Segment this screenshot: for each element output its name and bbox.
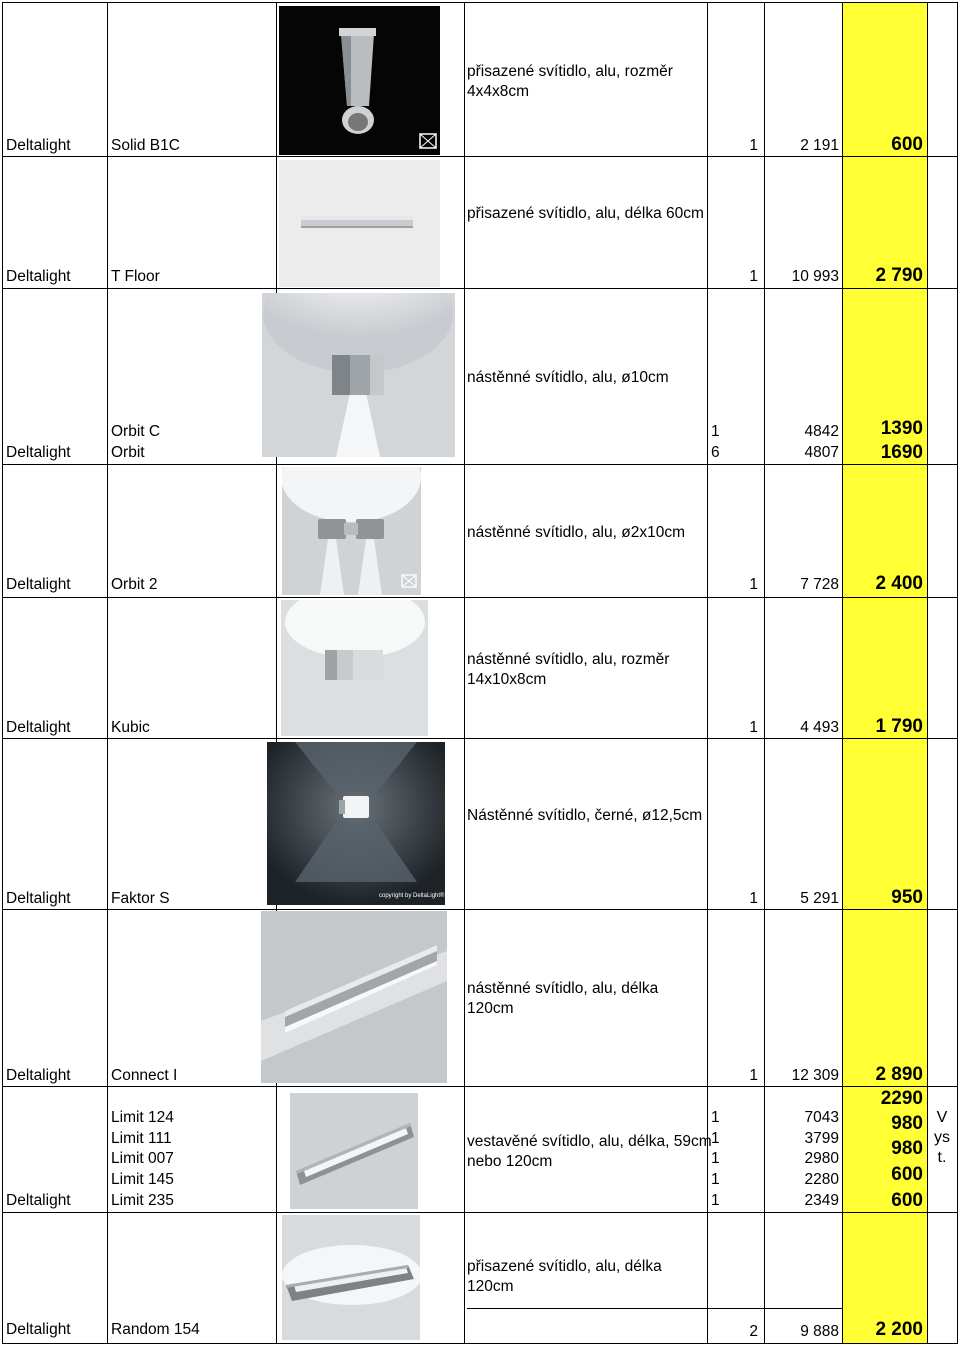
grid-line: [2, 464, 957, 465]
grid-line: [957, 2, 958, 1344]
grid-line: [2, 1343, 957, 1344]
linear-bar-lamp-icon: [279, 160, 440, 287]
qty-cell: 1: [749, 890, 758, 907]
model-cell: Orbit C: [111, 423, 161, 440]
price-cell: 980: [891, 1138, 923, 1159]
grid-line: [2, 1212, 957, 1213]
qty-cell: 1: [749, 719, 758, 736]
image-caption: copyright by DeltaLight®: [379, 893, 445, 899]
model-cell: Limit 124: [111, 1109, 174, 1126]
list-price-cell: 2349: [804, 1192, 839, 1209]
price-cell: 2 890: [875, 1064, 923, 1085]
brand-cell: Deltalight: [6, 1192, 71, 1209]
product-description: nástěnné svítidlo, alu, rozměr 14x10x8cm: [467, 651, 670, 688]
grid-line: [467, 156, 842, 157]
price-cell: 1390: [880, 418, 923, 439]
price-cell: 2 400: [875, 573, 923, 594]
product-description: vestavěné svítidlo, alu, délka, 59cm nebo 120cm: [467, 1133, 712, 1170]
brand-cell: Deltalight: [6, 137, 71, 154]
price-cell: 2290: [880, 1088, 923, 1109]
qty-cell: 1: [749, 1067, 758, 1084]
model-cell: Solid B1C: [111, 137, 180, 154]
dark-wall-lamp-icon: [267, 742, 445, 905]
round-wall-lamp-icon: [262, 293, 455, 457]
list-price-cell: 4 493: [800, 719, 839, 736]
double-wall-lamp-icon: [282, 467, 421, 595]
qty-cell: 1: [711, 1130, 720, 1147]
grid-line: [107, 2, 108, 1344]
product-description: nástěnné svítidlo, alu, ø2x10cm: [467, 524, 685, 541]
brand-cell: Deltalight: [6, 268, 71, 285]
product-description: přisazené svítidlo, alu, rozměr 4x4x8cm: [467, 63, 673, 100]
product-description: nástěnné svítidlo, alu, délka 120cm: [467, 980, 659, 1017]
product-description: Nástěnné svítidlo, černé, ø12,5cm: [467, 807, 703, 824]
grid-line: [2, 2, 3, 1344]
product-description: přisazené svítidlo, alu, délka 60cm: [467, 205, 704, 222]
cylinder-spot-lamp-icon: [279, 6, 440, 155]
list-price-cell: 2980: [804, 1150, 839, 1167]
model-cell: Limit 145: [111, 1171, 174, 1188]
price-cell: 980: [891, 1113, 923, 1134]
product-description: přisazené svítidlo, alu, délka 120cm: [467, 1258, 662, 1295]
grid-line: [2, 597, 957, 598]
brand-cell: Deltalight: [6, 890, 71, 907]
model-cell: Limit 111: [111, 1130, 172, 1147]
qty-cell: 2: [749, 1323, 758, 1340]
brand-cell: Deltalight: [6, 444, 71, 461]
grid-line: [464, 2, 465, 1344]
qty-cell: 1: [711, 423, 720, 440]
list-price-cell: 10 993: [791, 268, 839, 285]
grid-line: [2, 2, 957, 3]
qty-cell: 1: [749, 137, 758, 154]
list-price-cell: 12 309: [791, 1067, 839, 1084]
model-cell: Kubic: [111, 719, 150, 736]
brand-cell: Deltalight: [6, 576, 71, 593]
long-wall-lamp-icon: [261, 911, 447, 1083]
qty-cell: 1: [749, 268, 758, 285]
recessed-lamp-icon: [290, 1093, 418, 1209]
grid-line: [927, 2, 928, 1344]
grid-line: [276, 2, 277, 1344]
model-cell: Connect I: [111, 1067, 178, 1084]
list-price-cell: 3799: [804, 1130, 839, 1147]
price-cell: 2 200: [875, 1319, 923, 1340]
grid-line: [764, 2, 765, 1344]
model-cell: Random 154: [111, 1321, 200, 1338]
qty-cell: 1: [749, 576, 758, 593]
list-price-cell: 2 191: [800, 137, 839, 154]
list-price-cell: 7043: [804, 1109, 839, 1126]
model-cell: Limit 007: [111, 1150, 174, 1167]
grid-line: [2, 288, 957, 289]
qty-cell: 6: [711, 444, 720, 461]
list-price-cell: 9 888: [800, 1323, 839, 1340]
price-cell: 1 790: [875, 716, 923, 737]
grid-line: [2, 909, 957, 910]
list-price-cell: 7 728: [800, 576, 839, 593]
price-cell: 1690: [880, 442, 923, 463]
brand-cell: Deltalight: [6, 1321, 71, 1338]
surface-bar-lamp-icon: [282, 1215, 420, 1340]
grid-line: [2, 738, 957, 739]
cube-wall-lamp-icon: [281, 600, 428, 736]
model-cell: Orbit 2: [111, 576, 158, 593]
model-cell: Limit 235: [111, 1192, 174, 1209]
list-price-cell: 4807: [804, 444, 839, 461]
list-price-cell: 2280: [804, 1171, 839, 1188]
list-price-cell: 4842: [804, 423, 839, 440]
qty-cell: 1: [711, 1192, 720, 1209]
side-note: Vyst.: [934, 1109, 950, 1166]
price-cell: 600: [891, 1164, 923, 1185]
price-cell: 2 790: [875, 265, 923, 286]
model-cell: Orbit: [111, 444, 145, 461]
list-price-cell: 5 291: [800, 890, 839, 907]
grid-line: [467, 1308, 842, 1309]
price-cell: 600: [891, 134, 923, 155]
qty-cell: 1: [711, 1109, 720, 1126]
product-description: nástěnné svítidlo, alu, ø10cm: [467, 369, 669, 386]
grid-line: [2, 1086, 957, 1087]
qty-cell: 1: [711, 1171, 720, 1188]
model-cell: T Floor: [111, 268, 160, 285]
price-cell: 950: [891, 887, 923, 908]
qty-cell: 1: [711, 1150, 720, 1167]
brand-cell: Deltalight: [6, 1067, 71, 1084]
brand-cell: Deltalight: [6, 719, 71, 736]
price-cell: 600: [891, 1190, 923, 1211]
model-cell: Faktor S: [111, 890, 170, 907]
